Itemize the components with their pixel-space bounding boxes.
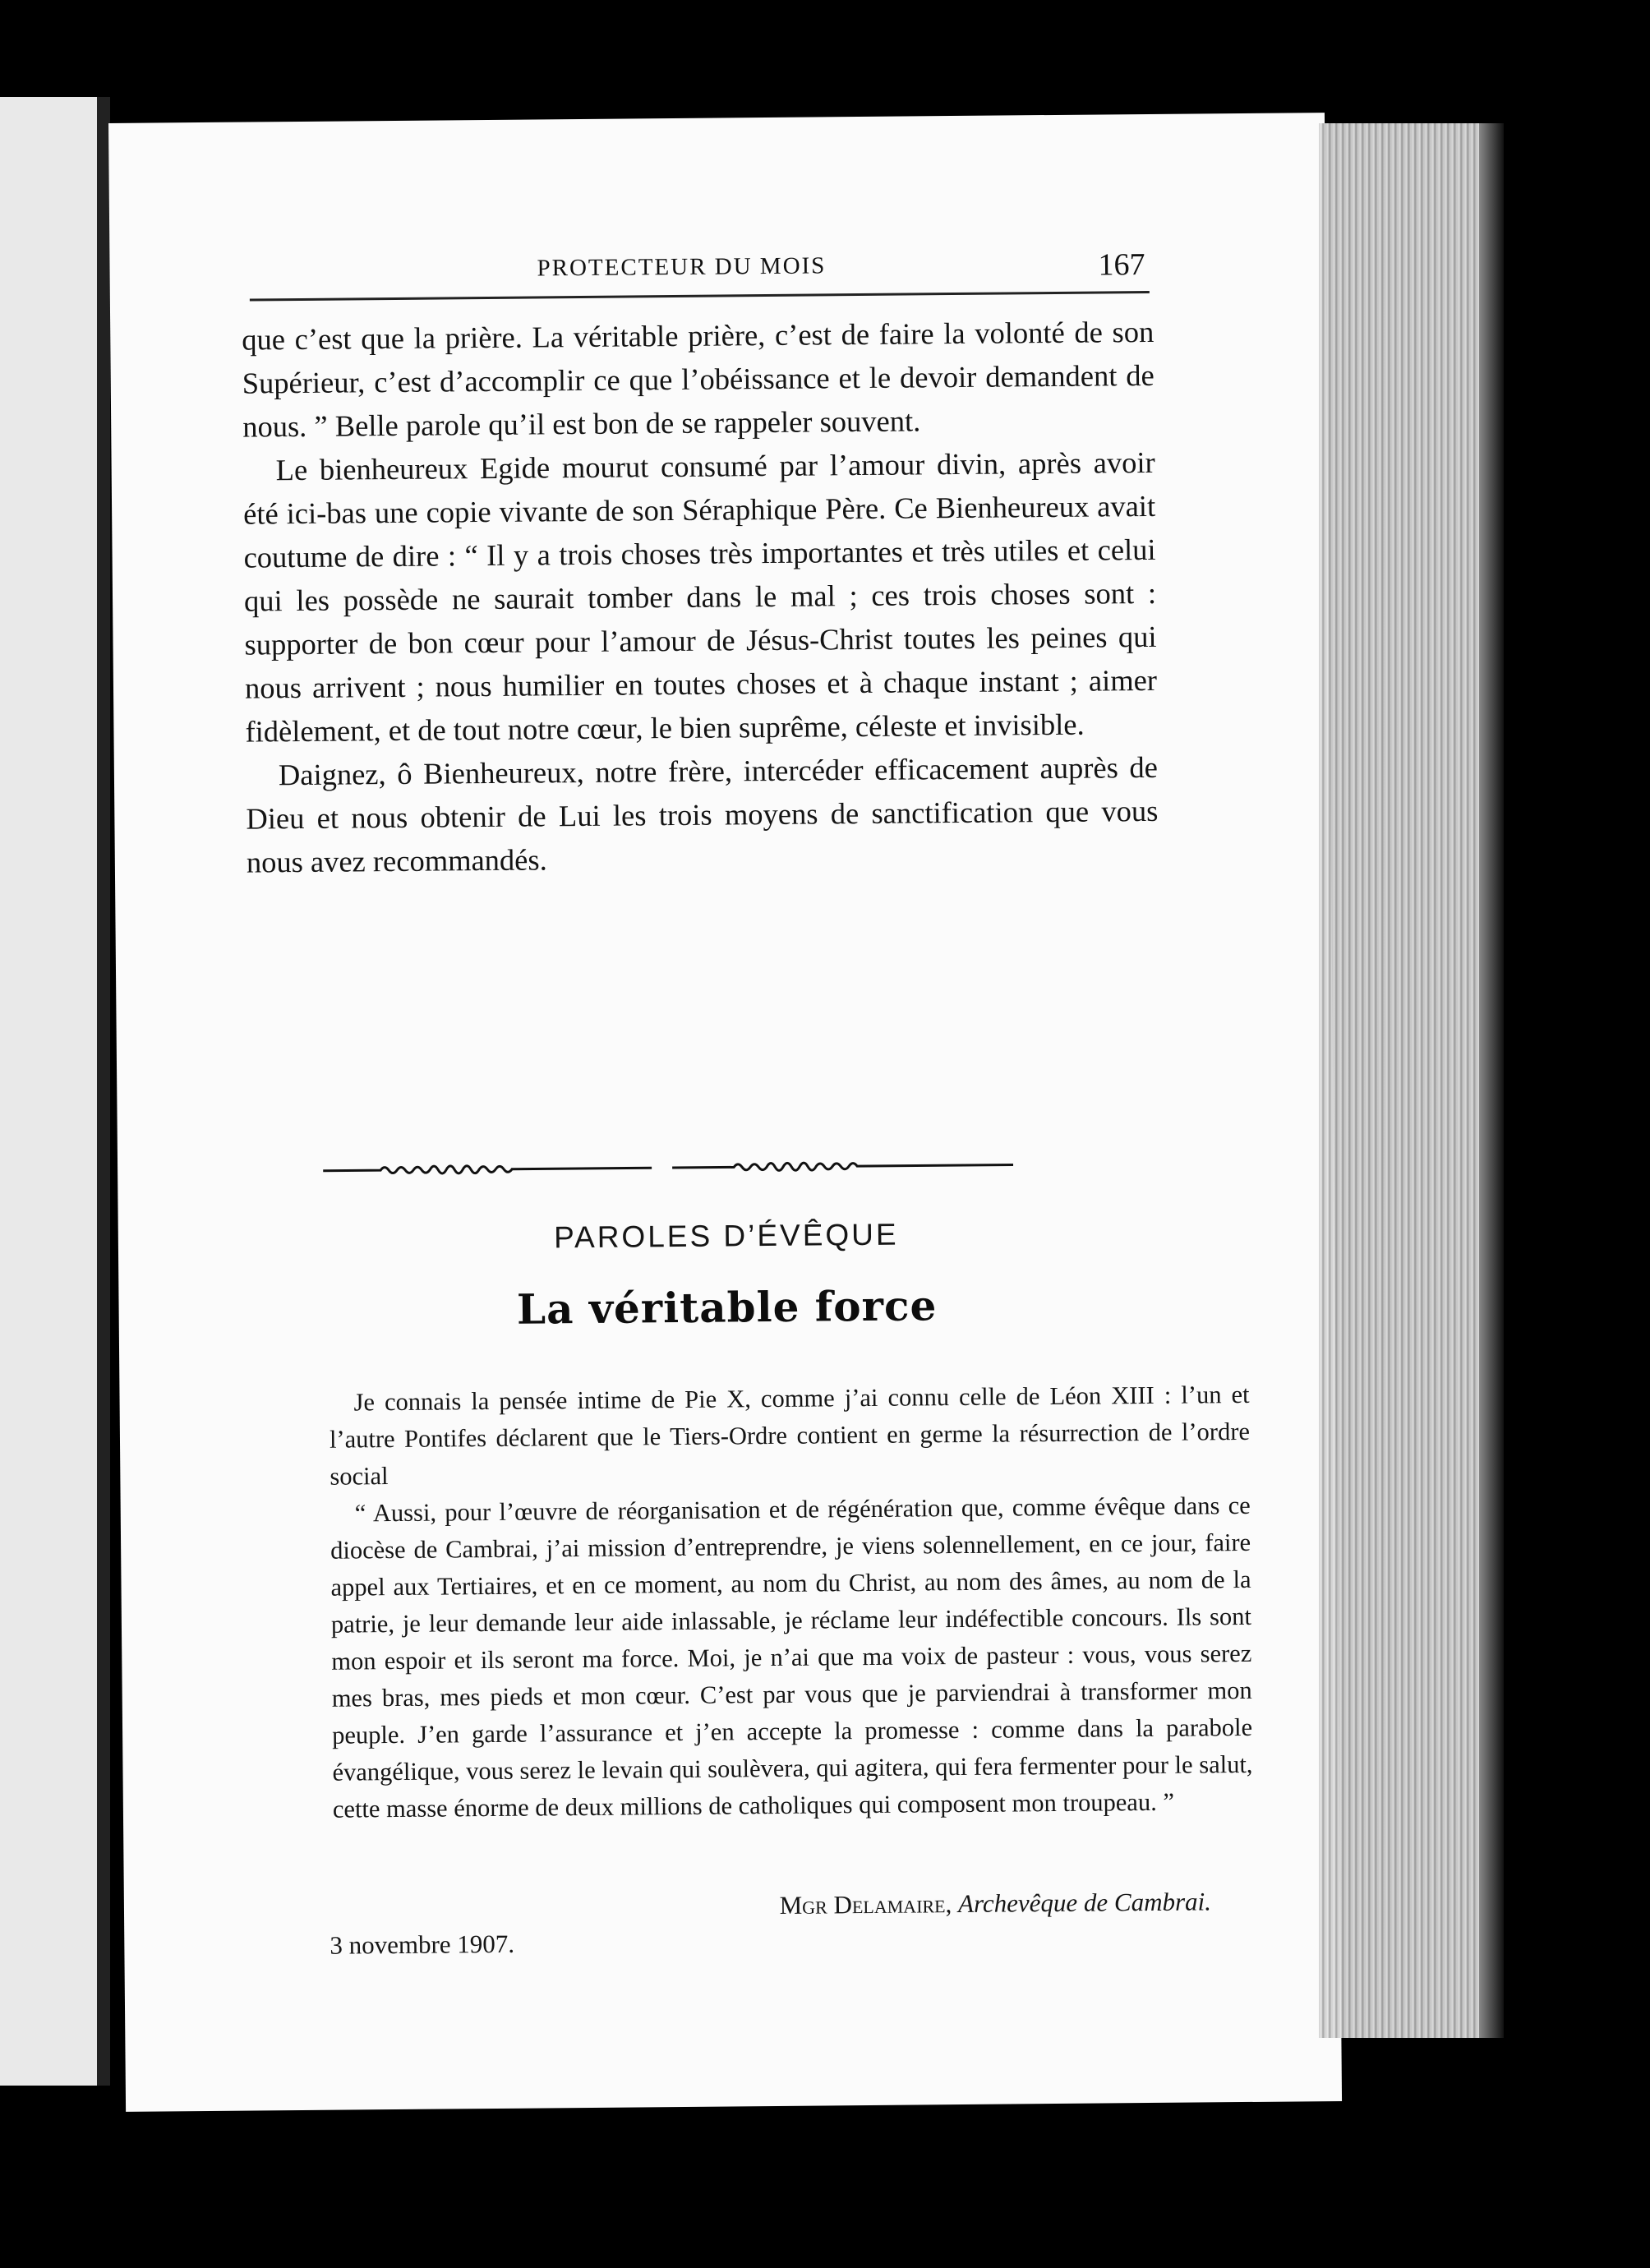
quote-paragraph-2: “ Aussi, pour l’œuvre de réorganisation et de régénération que, comme évêque dans ce diocèse de Cambrai, j’ai mission d’entreprendre, je viens solennellement, en ce jour, faire appel aux Tertiaires, et en ce moment, au nom du Christ, au nom des âmes, au nom de la patrie, je leur demande leur aide inlassable, je réclame leur indéfectible concours. Ils sont mon espoir et ils seront ma force. Moi, je n’ai que ma voix de pasteur : vous, vous serez mes bras, mes pieds et mon cœur. C’est par vous que je parviendrai à transformer mon peuple. J’en garde l’assurance et j’en accepte la promesse : comme dans la parabole évangélique, vous serez le levain qui soulèvera, qui agitera, qui fera fermenter pour le salut, cette masse énorme de deux millions de catholiques qui composent mon troupeau. ” — [330, 1491, 1253, 1823]
facing-page-edge — [0, 97, 105, 2086]
book-gutter — [97, 97, 110, 2086]
book-page — [108, 113, 1342, 2112]
page-block-edges — [1319, 123, 1483, 2038]
paragraph-3: Daignez, ô Bienheureux, notre frère, intercéder efficacement auprès de Dieu et nous obtenir de Lui les trois moyens de sanctification que vous nous avez recommandés. — [246, 749, 1159, 879]
wavy-divider-ornament — [323, 1152, 1013, 1182]
paragraph-1: que c’est que la prière. La véritable prière, c’est de faire la volonté de son Supérieur, c’est d’accomplir ce que l’obéissance et le devoir demandent de nous. ” Belle parole qu’il est bon de se rappeler souvent. — [242, 314, 1155, 444]
dateline: 3 novembre 1907. — [330, 1929, 515, 1960]
section-title: La véritable force — [516, 1281, 938, 1334]
page-number: 167 — [1098, 247, 1145, 283]
signature-role: Archevêque de Cambrai. — [957, 1887, 1212, 1919]
bishop-quote — [329, 1376, 1253, 1828]
page-block-shadow — [1479, 123, 1504, 2038]
signature-name: Mgr Delamaire, — [779, 1889, 952, 1920]
running-title: PROTECTEUR DU MOIS — [537, 252, 827, 282]
signature — [334, 1887, 1211, 1924]
quote-paragraph-1: Je connais la pensée intime de Pie X, comme j’ai connu celle de Léon XIII : l’un et l’autre Pontifes déclarent que le Tiers-Ordre contient en germe la résurrection de l’ordre social — [329, 1380, 1251, 1491]
article-body — [242, 310, 1159, 884]
paragraph-2: Le bienheureux Egide mourut consumé par l’amour divin, après avoir été ici-bas une copie vivante de son Séraphique Père. Ce Bienheureux avait coutume de dire : “ Il y a trois choses très importantes et très utiles et celui qui les possède ne saurait tomber dans le mal ; ces trois choses sont : supporter de bon cœur pour l’amour de Jésus-Christ toutes les peines qui nous arrivent ; nous humilier en toutes choses et à chaque instant ; aimer fidèlement, et de tout notre cœur, le bien suprême, céleste et invisible. — [242, 445, 1158, 749]
section-kicker: PAROLES D’ÉVÊQUE — [553, 1217, 899, 1255]
